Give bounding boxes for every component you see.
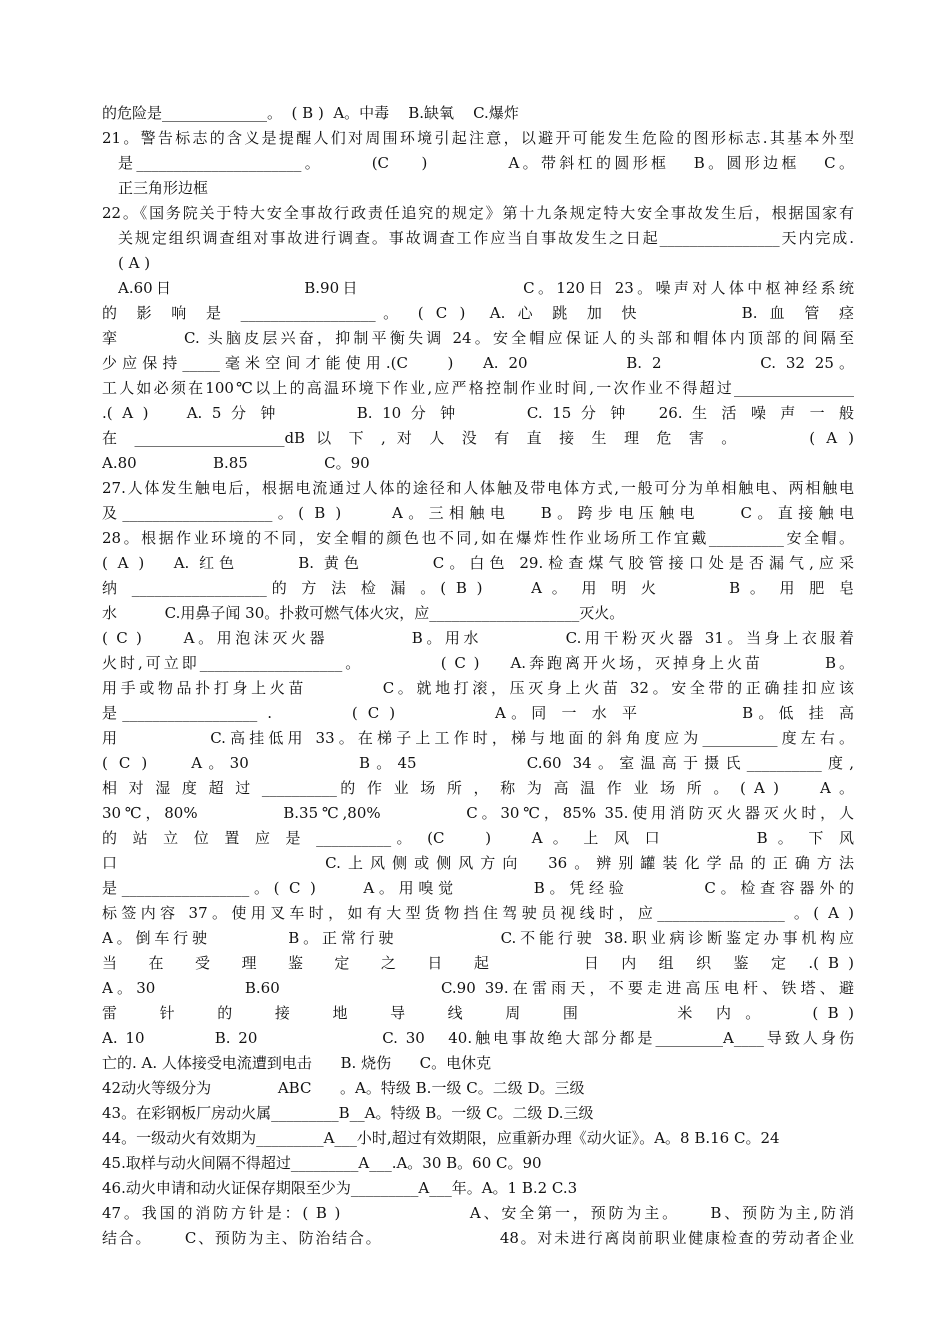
- text-line: 27.人体发生触电后，根据电流通过人体的途径和人体触及带电体方式,一般可分为单相触电、两相触电: [102, 479, 854, 497]
- text-line: 44。一级动火有效期为_________A___小时,超过有效期限，应重新办理《动火证》。A。8 B.16 C。24: [102, 1129, 780, 1147]
- text-line: 30℃，80% B.35℃,80% C。30℃，85% 35.使用消防灭火器灭火时，人: [102, 804, 854, 822]
- text-line: A.80 B.85 C。90: [102, 454, 370, 472]
- text-line: 亡的. A. 人体接受电流遭到电击 B. 烧伤 C。电休克: [102, 1054, 492, 1072]
- text-line: 43。在彩钢板厂房动火属_________B__A。特级 B。一级 C。二级 D.三级: [102, 1104, 594, 1122]
- text-line: 关规定组织调查组对事故进行调查。事故调查工作应当自事故发生之日起________________天内完成.: [118, 229, 854, 247]
- text-line: 口 C.上风侧或侧风方向 36。辨别罐装化学品的正确方法: [102, 854, 854, 872]
- text-line: ( C ) A。用泡沫灭火器 B。用水 C.用干粉灭火器 31。当身上衣服着: [102, 629, 854, 647]
- text-line: 挛 C. 头脑皮层兴奋，抑制平衡失调 24。安全帽应保证人的头部和帽体内顶部的间隔至: [102, 329, 854, 347]
- text-line: 结合。 C、预防为主、防治结合。 48。对未进行离岗前职业健康检查的劳动者企业: [102, 1229, 854, 1247]
- text-line: 相 对 湿 度 超 过 __________的 作 业 场 所 ， 称 为 高 温 作 业 场 所 。 ( A ) A 。: [102, 779, 854, 797]
- text-line: ( A ) A. 红色 B. 黄色 C。白色 29.检查煤气胶管接口处是否漏气,应采: [102, 554, 854, 572]
- text-line: .( A ) A. 5 分 钟 B. 10 分 钟 C. 15 分 钟 26. 生 活 噪 声 一 般: [102, 404, 854, 422]
- text-line: 用手或物品扑打身上火苗 C。就地打滚，压灭身上火苗 32。安全带的正确挂扣应该: [102, 679, 854, 697]
- text-line: 46.动火申请和动火证保存期限至少为_________A___年。A。1 B.2 C.3: [102, 1179, 578, 1197]
- text-line: 45.取样与动火间隔不得超过_________A___.A。30 B。60 C。90: [102, 1154, 542, 1172]
- text-line: 22。《国务院关于特大安全事故行政责任追究的规定》第十九条规定特大安全事故发生后，根据国家有: [102, 204, 854, 222]
- text-line: 纳 __________________的 方 法 检 漏 。( B ) A 。 用 明 火 B 。 用 肥 皂: [102, 579, 854, 597]
- text-line: 工人如必须在100℃以上的高温环境下作业,应严格控制作业时间,一次作业不得超过________________: [102, 379, 854, 397]
- text-line: 火时,可立即___________________。 ( C ) A.奔跑离开火场，灭掉身上火苗 B。: [102, 654, 854, 672]
- text-line: 的 站 立 位 置 应 是 __________。 (C ) A 。 上 风 口 B 。 下 风: [102, 829, 854, 847]
- text-line: 是______________________。 (C ) A。带斜杠的圆形框 B。圆形边框 C。: [118, 154, 854, 172]
- text-line: 水 C.用鼻子闻 30。扑救可燃气体火灾，应____________________灭火。: [102, 604, 625, 622]
- text-line: 正三角形边框: [118, 179, 209, 197]
- text-line: A。倒车行驶 B。正常行驶 C.不能行驶 38.职业病诊断鉴定办事机构应: [102, 929, 854, 947]
- text-line: 是_________________。( C ) A。用嗅觉 B。凭经验 C。检查容器外的: [102, 879, 854, 897]
- text-line: A.60日 B.90日 C。120日 23。噪声对人体中枢神经系统: [118, 279, 854, 297]
- text-line: 当 在 受 理 鉴 定 之 日 起 日 内 组 织 鉴 定 .( B ): [102, 954, 854, 972]
- text-line: A。30 B.60 C.90 39.在雷雨天，不要走进高压电杆、铁塔、避: [102, 979, 854, 997]
- text-line: 42动火等级分为 ABC 。A。特级 B.一级 C。二级 D。三级: [102, 1079, 585, 1097]
- text-line: 28。根据作业环境的不同，安全帽的颜色也不同,如在爆炸性作业场所工作宜戴__________安全帽。: [102, 529, 854, 547]
- text-line: 用 C.高挂低用 33。在梯子上工作时，梯与地面的斜角度应为__________度左右。: [102, 729, 854, 747]
- text-line: 标签内容 37。使用叉车时，如有大型货物挡住驾驶员视线时，应_________________ 。( A ): [102, 904, 854, 922]
- text-line: 21。警告标志的含义是提醒人们对周围环境引起注意，以避开可能发生危险的图形标志.其基本外型: [102, 129, 854, 147]
- text-line: 及____________________。( B ) A。三相触电 B。跨步电压触电 C。直接触电: [102, 504, 854, 522]
- text-line: ( C ) A。30 B。45 C.60 34。室温高于摄氏__________度,: [102, 754, 854, 772]
- text-line: 47。我国的消防方针是：( B ) A、安全第一，预防为主。 B、预防为主,防消: [102, 1204, 854, 1222]
- text-line: 在 ____________________dB 以 下 , 对 人 没 有 直 接 生 理 危 害 。 ( A ): [102, 429, 854, 447]
- text-line: 是__________________ . ( C ) A。同 一 水 平 B。低 挂 高: [102, 704, 854, 722]
- text-line: 的危险是______________。 ( B ) A。中毒 B.缺氧 C.爆炸: [102, 104, 519, 122]
- text-line: 少应保持_____毫米空间才能使用.(C ) A. 20 B. 2 C. 32 25。: [102, 354, 854, 372]
- text-line: ( A ): [118, 254, 151, 272]
- text-line: 的 影 响 是 __________________。 ( C ) A. 心 跳 加 快 B. 血 管 痉: [102, 304, 854, 322]
- text-line: 雷 针 的 接 地 导 线 周 围 米 内 。 ( B ): [102, 1004, 854, 1022]
- text-line: A. 10 B. 20 C. 30 40.触电事故绝大部分都是_________A____导致人身伤: [102, 1029, 854, 1047]
